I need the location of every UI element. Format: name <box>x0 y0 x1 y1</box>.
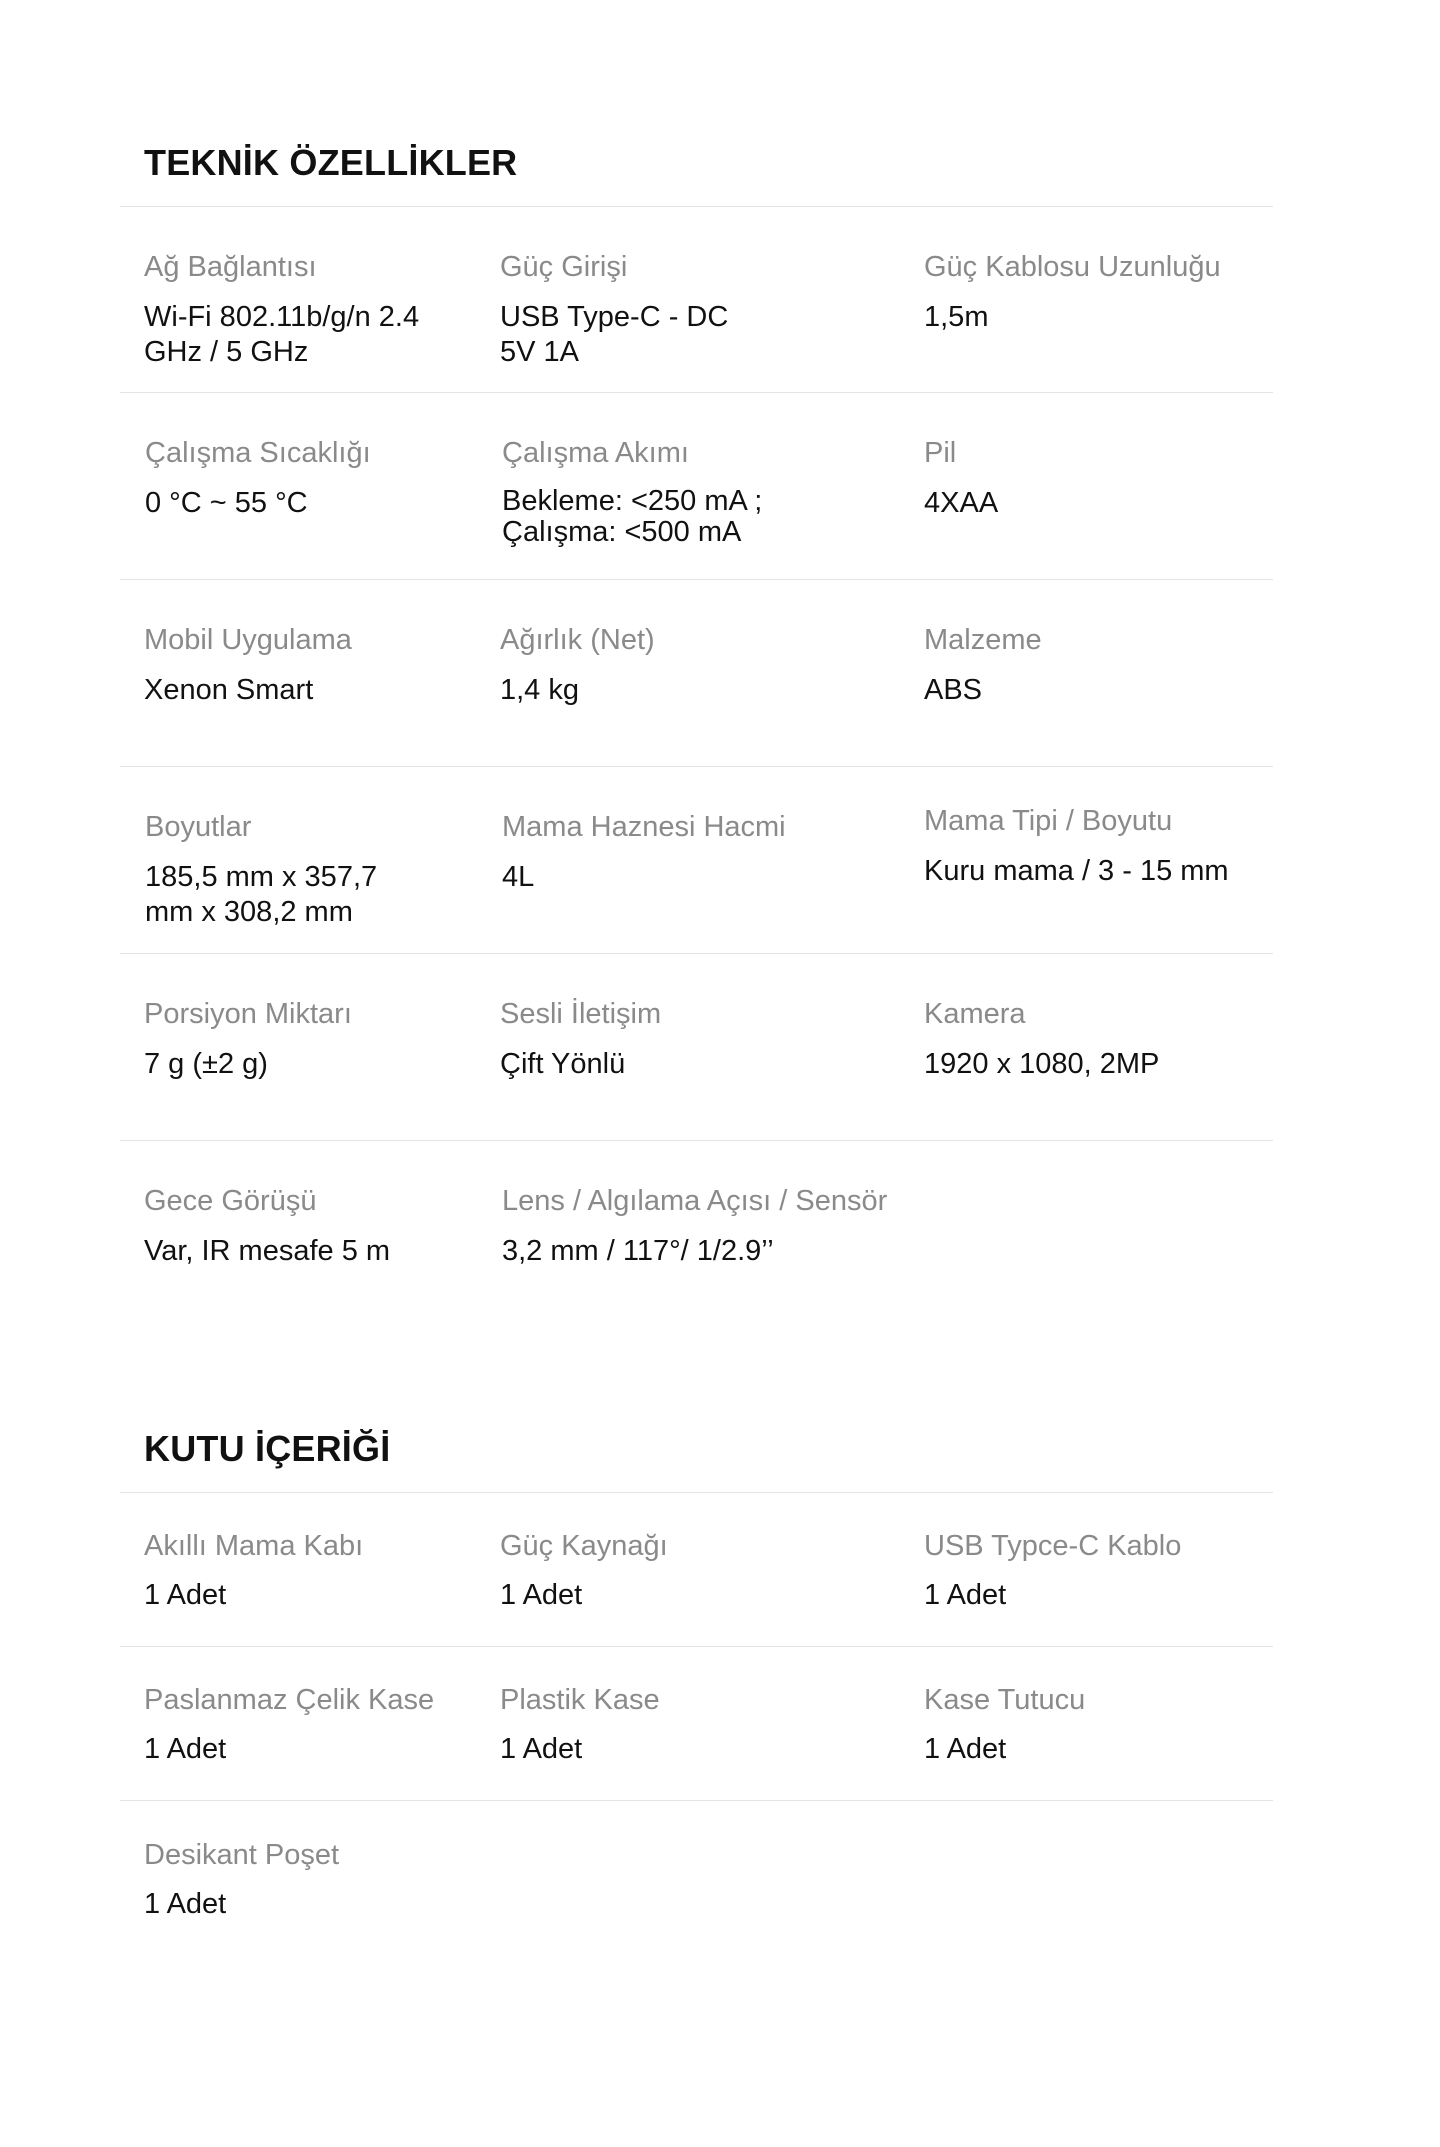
box-label-bowl-holder: Kase Tutucu <box>924 1684 1086 1716</box>
spec-label-weight: Ağırlık (Net) <box>500 624 655 656</box>
box-value-smart-feeder: 1 Adet <box>144 1579 227 1611</box>
row-divider <box>120 953 1273 954</box>
spec-value-operating-current: Bekleme: <250 mA ; Çalışma: <500 mA <box>502 485 763 548</box>
box-value-plastic-bowl: 1 Adet <box>500 1733 583 1765</box>
spec-label-lens: Lens / Algılama Açısı / Sensör <box>502 1185 888 1217</box>
box-label-smart-feeder: Akıllı Mama Kabı <box>144 1530 364 1562</box>
spec-value-lens: 3,2 mm / 117°/ 1/2.9’’ <box>502 1235 774 1267</box>
spec-value-cable-length: 1,5m <box>924 301 989 333</box>
spec-value-network: Wi-Fi 802.11b/g/n 2.4 GHz / 5 GHz <box>144 301 420 368</box>
box-title: KUTU İÇERİĞİ <box>144 1428 391 1469</box>
spec-value-voice: Çift Yönlü <box>500 1048 626 1080</box>
spec-value-weight: 1,4 kg <box>500 674 579 706</box>
box-value-steel-bowl: 1 Adet <box>144 1733 227 1765</box>
box-value-power-supply: 1 Adet <box>500 1579 583 1611</box>
spec-label-operating-current: Çalışma Akımı <box>502 437 689 469</box>
spec-value-camera: 1920 x 1080, 2MP <box>924 1048 1160 1080</box>
spec-value-dimensions: 185,5 mm x 357,7 mm x 308,2 mm <box>145 861 378 928</box>
row-divider <box>120 1646 1273 1647</box>
spec-value-portion: 7 g (±2 g) <box>144 1048 268 1080</box>
spec-value-operating-temp: 0 °C ~ 55 °C <box>145 487 308 519</box>
box-label-usb-cable: USB Typce-C Kablo <box>924 1530 1182 1562</box>
spec-label-network: Ağ Bağlantısı <box>144 251 317 283</box>
row-divider <box>120 1800 1273 1801</box>
spec-value-material: ABS <box>924 674 983 706</box>
box-value-bowl-holder: 1 Adet <box>924 1733 1007 1765</box>
spec-label-camera: Kamera <box>924 998 1026 1030</box>
spec-label-voice: Sesli İletişim <box>500 998 662 1030</box>
box-label-power-supply: Güç Kaynağı <box>500 1530 668 1562</box>
spec-label-food-type: Mama Tipi / Boyutu <box>924 805 1173 837</box>
box-value-desiccant: 1 Adet <box>144 1888 227 1920</box>
spec-value-power-input: USB Type-C - DC 5V 1A <box>500 301 729 368</box>
spec-label-material: Malzeme <box>924 624 1042 656</box>
spec-label-power-input: Güç Girişi <box>500 251 628 283</box>
box-label-desiccant: Desikant Poşet <box>144 1839 340 1871</box>
spec-label-cable-length: Güç Kablosu Uzunluğu <box>924 251 1221 283</box>
spec-value-night-vision: Var, IR mesafe 5 m <box>144 1235 391 1267</box>
spec-value-battery: 4XAA <box>924 487 999 519</box>
spec-value-food-type: Kuru mama / 3 - 15 mm <box>924 855 1229 887</box>
box-label-plastic-bowl: Plastik Kase <box>500 1684 660 1716</box>
spec-label-portion: Porsiyon Miktarı <box>144 998 352 1030</box>
box-label-steel-bowl: Paslanmaz Çelik Kase <box>144 1684 435 1716</box>
spec-label-food-capacity: Mama Haznesi Hacmi <box>502 811 786 843</box>
spec-label-operating-temp: Çalışma Sıcaklığı <box>145 437 371 469</box>
row-divider <box>120 1140 1273 1141</box>
spec-label-mobile-app: Mobil Uygulama <box>144 624 352 656</box>
specs-title-divider <box>120 206 1273 207</box>
box-title-divider <box>120 1492 1273 1493</box>
spec-label-battery: Pil <box>924 437 957 469</box>
spec-value-mobile-app: Xenon Smart <box>144 674 314 706</box>
spec-label-night-vision: Gece Görüşü <box>144 1185 317 1217</box>
row-divider <box>120 766 1273 767</box>
specs-title: TEKNİK ÖZELLİKLER <box>144 142 518 183</box>
row-divider <box>120 579 1273 580</box>
box-value-usb-cable: 1 Adet <box>924 1579 1007 1611</box>
spec-label-dimensions: Boyutlar <box>145 811 252 843</box>
spec-value-food-capacity: 4L <box>502 861 535 893</box>
row-divider <box>120 392 1273 393</box>
